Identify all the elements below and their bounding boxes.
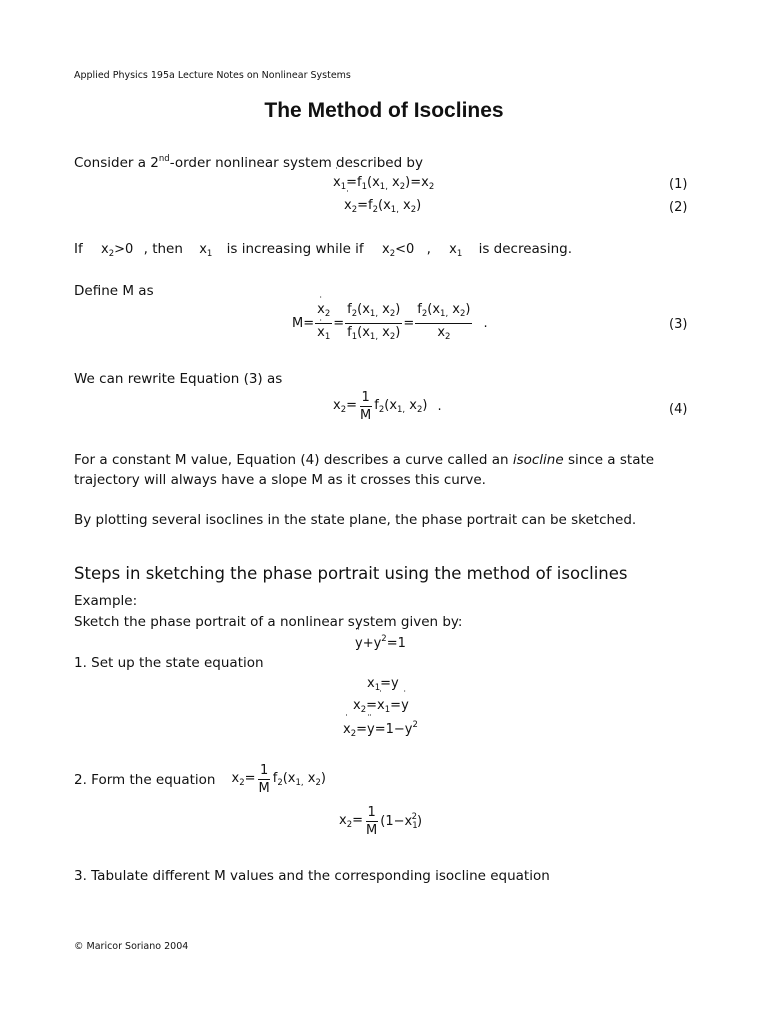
isocline-line1-pre: For a constant M value, Equation (4) describes a curve called an <box>74 452 513 468</box>
isocline-line1-post: since a state <box>563 452 655 468</box>
plotting-paragraph: By plotting several isoclines in the state plane, the phase portrait can be sketched. <box>74 512 637 528</box>
equation-number-2: (2) <box>669 200 688 215</box>
then-word: , then <box>143 241 183 257</box>
isocline-term: isocline <box>512 452 564 468</box>
steps-heading: Steps in sketching the phase portrait using the method of isoclines <box>74 564 628 583</box>
intro-sentence <box>74 154 423 171</box>
step-3: 3. Tabulate different M values and the corresponding isocline equation <box>74 868 550 884</box>
isocline-paragraph-line1 <box>74 452 654 468</box>
step-2-equation: $x_2=$ $\frac{1}{M}$ $f_2(x_{1,}$ $x_2$) <box>231 763 326 796</box>
state-eq-2: $x_2=x$ $˙_1=y$ ˙ <box>353 698 409 715</box>
define-m-text: Define M as <box>74 283 154 299</box>
decreasing-text: is decreasing. <box>478 241 572 257</box>
copyright-footer: © Maricor Soriano 2004 <box>74 941 189 952</box>
rewrite-text: We can rewrite Equation (3) as <box>74 371 283 387</box>
equation-number-1: (1) <box>669 177 688 192</box>
running-header: Applied Physics 195a Lecture Notes on Nonlinear Systems <box>74 70 351 81</box>
example-label: Example: <box>74 593 138 609</box>
example-ode: y $¨+y^2=1$ <box>355 634 406 651</box>
example-task: Sketch the phase portrait of a nonlinear system given by: <box>74 614 463 630</box>
isocline-equation: $x_2=$ $\frac{1}{M}$ $(1-x_1^2)$ <box>339 805 423 838</box>
intro-post: -order nonlinear system described by <box>169 155 423 171</box>
intro-sup: nd <box>158 154 170 164</box>
page-title: The Method of Isoclines <box>264 99 504 122</box>
comma-text: , <box>426 241 431 257</box>
equation-number-3: (3) <box>669 317 688 332</box>
isocline-paragraph-line2: trajectory will always have a slope M as it crosses this curve. <box>74 472 486 488</box>
increasing-sentence: If $x_2>0$ , then $x_1$ is increasing while if $x_2<0$ , $x_1$ is decreasing. <box>74 241 572 259</box>
step-2-label: 2. Form the equation <box>74 771 216 788</box>
equation-number-4: (4) <box>669 402 688 417</box>
equation-4: $x_2=$ $\frac{1}{M}$ $f_2(x_{1,}$ $x_2$) . <box>333 390 442 423</box>
state-eq-3: x $˙_2=y$ $¨=1-y^2$ <box>343 720 418 739</box>
increasing-text: is increasing while if <box>226 241 364 257</box>
equation-1: x $˙_1=f_1(x_{1,}$ $x_2)=x_2$ <box>333 175 434 192</box>
step-1: 1. Set up the state equation <box>74 655 264 671</box>
intro-pre: Consider a 2 <box>74 155 159 171</box>
state-eq-1: $x_1=y$ <box>367 676 399 693</box>
equation-3: M= $\frac{x ˙_2}{x ˙_1}$ = $\frac{f_2(x_{1,} x_2)}{f_1(x_{1,} x_2)}$ = $\frac{f_2(x_{1,} x_2)}{x_2}$ . <box>292 302 488 345</box>
step-2 <box>74 763 326 796</box>
if-word: If <box>74 241 83 257</box>
equation-2: x $˙_2=f_2(x_{1,}$ $x_2$) <box>344 198 421 215</box>
